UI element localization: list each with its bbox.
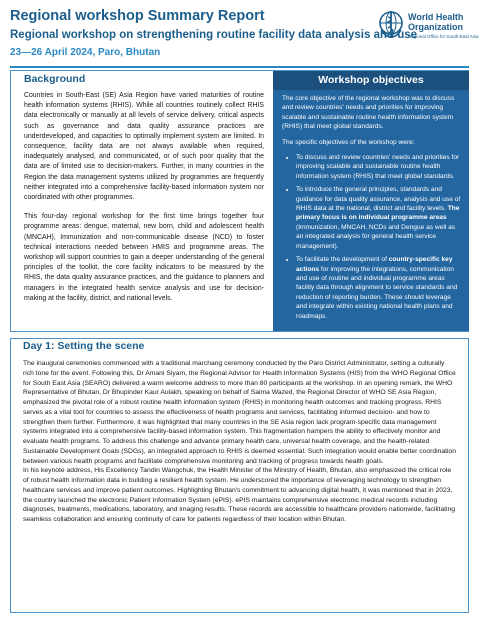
org-name: World Health Organization (408, 12, 464, 32)
objectives-heading: Workshop objectives (273, 71, 469, 90)
objectives-intro: The core objective of the regional workshop was to discuss and review countries' needs and priorities for improving scalable and sustainable routine health information system (RHIS) that meet global standards. (282, 95, 455, 131)
objectives-list (282, 153, 462, 321)
report-subtitle: Regional workshop on strengthening routine facility data analysis and use (10, 29, 418, 41)
report-header (10, 6, 479, 68)
day1-paragraph-2: In his keynote address, His Excellency Tandin Wangchuk, the Health Minister of the Ministry of Health, Bhutan, also emphasized the critical role of robust health information data in building a resilient health system. He underscored the importance of leveraging technology to strengthen healthcare services and improve patient outcomes. Highlighting Bhutan's commitment to advancing digital health, it was mentioned that in 2023, the country launched the electronic Patient Information System (ePIS). ePIS maintains comprehensive electronic medical records including diagnoses, treatments, medications, laboratory, and imaging results. These records are accessible to healthcare providers nationwide, facilitating seamless collaboration and ensuring continuity of care for patients regardless of their location within Bhutan. (23, 467, 455, 523)
day1-section (10, 338, 469, 613)
workshop-objectives-panel (273, 71, 469, 331)
report-dates-location: 23—26 April 2024, Paro, Bhutan (10, 47, 161, 58)
who-emblem-icon (377, 10, 405, 40)
objective-item-1: • To discuss and review countries' needs and priorities for improving scalable and sustainable routine health information system (RHIS) that meet global standards. (296, 153, 462, 181)
day1-text (23, 359, 457, 525)
background-paragraph-1: Countries in South-East (SE) Asia Region have varied maturities of routine health information systems (RHIS). While all countries routinely collect RHIS data electronically or manually at all levels of service delivery, critical aspects such as governance and data quality assurance practices are underdeveloped, and capacities to optimally implement system are limited. In consequence, facility data are not always available when required, inadequately analysed, and communicated, or of such poor quality that the data are of limited use to decision-makers. Further, in many countries in the Region the data management systems utilized by programmes are frequently neither integrated into a comprehensive facility-based information system nor coordinated with other programmes. (24, 92, 264, 202)
background-text (24, 91, 264, 313)
objective-item-2: • To introduce the general principles, standards and guidance for data quality assurance, analysis and use of RHIS data at the national, district and facility levels. The primary focus is on individual programme areas (Immunization, MNCAH, NCDs and Dengue as well as an integrated analysis for general health service management). (296, 185, 462, 251)
objectives-specific-intro: The specific objectives of the workshop were: (282, 138, 415, 146)
report-title: Regional workshop Summary Report (10, 8, 265, 24)
who-logo (377, 8, 479, 48)
background-objectives-section (10, 70, 469, 332)
day1-paragraph-1: The inaugural ceremonies commenced with a traditional marchang ceremony conducted by the Paro District Administrator, setting a culturally rich tone for the event. Following this, Dr Amani Siyam, the Regional Advisor for Health Information Systems (HIS) from the WHO Regional Office for South East Asia (SEARO) delivered a warm welcome address to more than 80 participants at the workshop. In an opening remark, the WHO Representative of Bhutan, Dr Bhupinder Kaur Aulakh, speaking on behalf of Saima Wazed, the Regional Director of WHO SE Asia Region, emphasized the pivotal role of a robust routine health information system (RHIS) in monitoring health outcomes and tracking progress. RHIS serves as a vital tool for countries to assess the effectiveness of health programs and services, facilitating informed decision- and how to strengthen them further. Furthermore, it was highlighted that many countries in the SE Asia region lack program-specific data management systems integrated into a comprehensive facility-based information system. This fragmentation hampers the ability to effectively monitor and evaluate health programs. To address this challenge and advance primary health care, universal health coverage, and the health-related Sustainable Development Goals (SDGs), an integrated approach to RHIS is deemed essential. Such integration would enable better coordination between various health programs and facilitate comprehensive monitoring and tracking of progress towards health goals. (23, 360, 457, 465)
background-heading: Background (24, 73, 86, 85)
background-paragraph-2: This four-day regional workshop for the first time brings together four programme areas: dengue, maternal, new born, child and adolescent health (MNCAH), Immunization and non-communicable disease (NCD) to foster technical interactions needed between HMIS and programme areas. The workshop will support countries to gain a deeper understanding of the general principles of the toolkit, the core facility indicators to be measured by the RHIS, the data quality assurance practices, and the guidance to planners and managers in the integrated health service analysis and use for decision-making at the facility, district, and national levels. (24, 213, 264, 302)
org-region: Regional Office for South-East Asia (408, 34, 479, 39)
day1-heading: Day 1: Setting the scene (23, 340, 145, 352)
objective-item-3: • To facilitate the development of country-specific key actions for improving the integrations, communication and use of routine and individual programme areas facility data through alignment to service standards and reduction of reporting burden. These should leverage and integrate within existing national health plans and roadmaps. (296, 255, 462, 321)
header-divider (10, 66, 469, 68)
